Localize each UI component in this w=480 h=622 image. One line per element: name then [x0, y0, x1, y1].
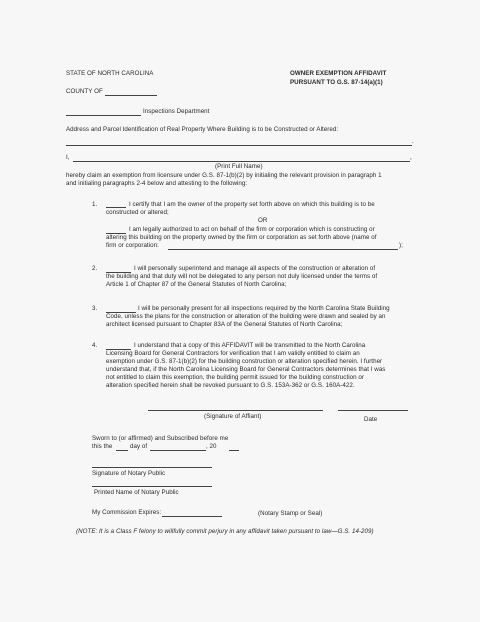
date-label: Date [364, 416, 378, 423]
p1-initial-blank[interactable] [106, 207, 126, 208]
p4-line-4: understand that, if the North Carolina Licensing Board for General Contractors determines that I was [106, 366, 386, 373]
p1-number: 1. [92, 201, 98, 208]
sworn-year-prefix: , 20 [206, 443, 217, 450]
p4-number: 4. [92, 342, 98, 349]
p3-number: 3. [92, 305, 98, 312]
sworn-year-blank[interactable] [229, 450, 239, 451]
county-blank[interactable] [105, 95, 157, 96]
notary-signature-blank[interactable] [92, 467, 212, 468]
sworn-day-blank[interactable] [116, 450, 128, 451]
notary-name-label: Printed Name of Notary Public [94, 489, 179, 496]
signature-affiant-label: (Signature of Affiant) [204, 413, 262, 420]
commission-blank[interactable] [162, 516, 222, 517]
inspections-blank[interactable] [66, 115, 141, 116]
p2-line-3: Article 1 of Chapter 87 of the General Statutes of North Carolina; [106, 281, 287, 288]
intro-line-1: hereby claim an exemption from licensure under G.S. 87-1(b)(2) by initialing the relevant provision in paragraph 1 [66, 172, 382, 179]
form-title: OWNER EXEMPTION AFFIDAVIT [290, 70, 387, 77]
p4-line-2: Licensing Board for General Contractors for verification that I am validly entitled to claim an [106, 350, 360, 357]
full-name-blank[interactable] [73, 161, 410, 162]
date-blank[interactable] [338, 410, 408, 411]
sworn-this-the: this the [92, 443, 113, 450]
p1-alt-end: ); [399, 242, 403, 249]
address-end: . [412, 138, 414, 145]
name-suffix: , [410, 154, 412, 161]
p4-line-5: not entitled to claim this exemption, the building permit issued for the building construction or [106, 374, 364, 381]
print-full-name-label: (Print Full Name) [215, 163, 263, 170]
p4-line-1: I understand that a copy of this AFFIDAVIT will be transmitted to the North Carolina [134, 342, 366, 349]
notary-name-blank[interactable] [92, 486, 212, 487]
p1-alt-line-1: I am legally authorized to act on behalf of the firm or corporation which is constructing or [129, 226, 375, 233]
p1-or: OR [258, 217, 268, 224]
p3-line-1: I will be personally present for all inspections required by the North Carolina State Building [138, 305, 390, 312]
p1-alt-line-3: firm or corporation: [106, 242, 159, 249]
p1-line-2: constructed or altered; [106, 209, 169, 216]
form-subtitle: PURSUANT TO G.S. 87-14(a)(1) [290, 79, 383, 86]
p4-line-3: exemption under G.S. 87-1(b)(2) for the building construction or alteration specified herein. I further [106, 358, 383, 365]
name-prefix: I, [66, 154, 70, 161]
county-label: COUNTY OF [66, 88, 103, 95]
sworn-month-blank[interactable] [150, 450, 206, 451]
perjury-note: (NOTE: It is a Class F felony to willfully commit perjury in any affidavit taken pursuant to law—G.S. 14-209) [76, 528, 374, 535]
inspections-label: Inspections Department [143, 108, 210, 115]
firm-name-blank[interactable] [168, 249, 398, 250]
p2-line-2: the building and that duty will not be delegated to any person not duly licensed under the terms of [106, 273, 378, 280]
sworn-day-of: day of [130, 443, 148, 450]
address-blank[interactable] [66, 145, 412, 146]
notary-signature-label: Signature of Notary Public [92, 470, 166, 477]
p1-alt-line-2: altering this building on the property owned by the firm or corporation as set forth above (name of [106, 234, 377, 241]
p3-line-3: architect licensed pursuant to Chapter 83A of the General Statutes of North Carolina; [106, 321, 343, 328]
address-label: Address and Parcel Identification of Real Property Where Building is to be Constructed or Altered: [66, 126, 339, 133]
p2-number: 2. [92, 265, 98, 272]
commission-label: My Commission Expires: [92, 509, 162, 516]
notary-stamp-label: (Notary Stamp or Seal) [258, 510, 323, 517]
sworn-line-1: Sworn to (or affirmed) and Subscribed before me [92, 435, 229, 442]
affiant-signature-blank[interactable] [148, 410, 323, 411]
p1-line-1: I certify that I am the owner of the property set forth above on which this building is to be [129, 201, 375, 208]
intro-line-2: and initialing paragraphs 2-4 below and attesting to the following: [66, 180, 248, 187]
state-heading: STATE OF NORTH CAROLINA [66, 70, 154, 77]
p3-line-2: Code, unless the plans for the construction or alteration of the building were drawn and sealed by an [106, 313, 386, 320]
p2-line-1: I will personally superintend and manage all aspects of the construction or alteration of [134, 265, 376, 272]
p4-line-6: alteration specified herein shall be revoked pursuant to G.S. 153A-362 or G.S. 160A-422. [106, 382, 355, 389]
